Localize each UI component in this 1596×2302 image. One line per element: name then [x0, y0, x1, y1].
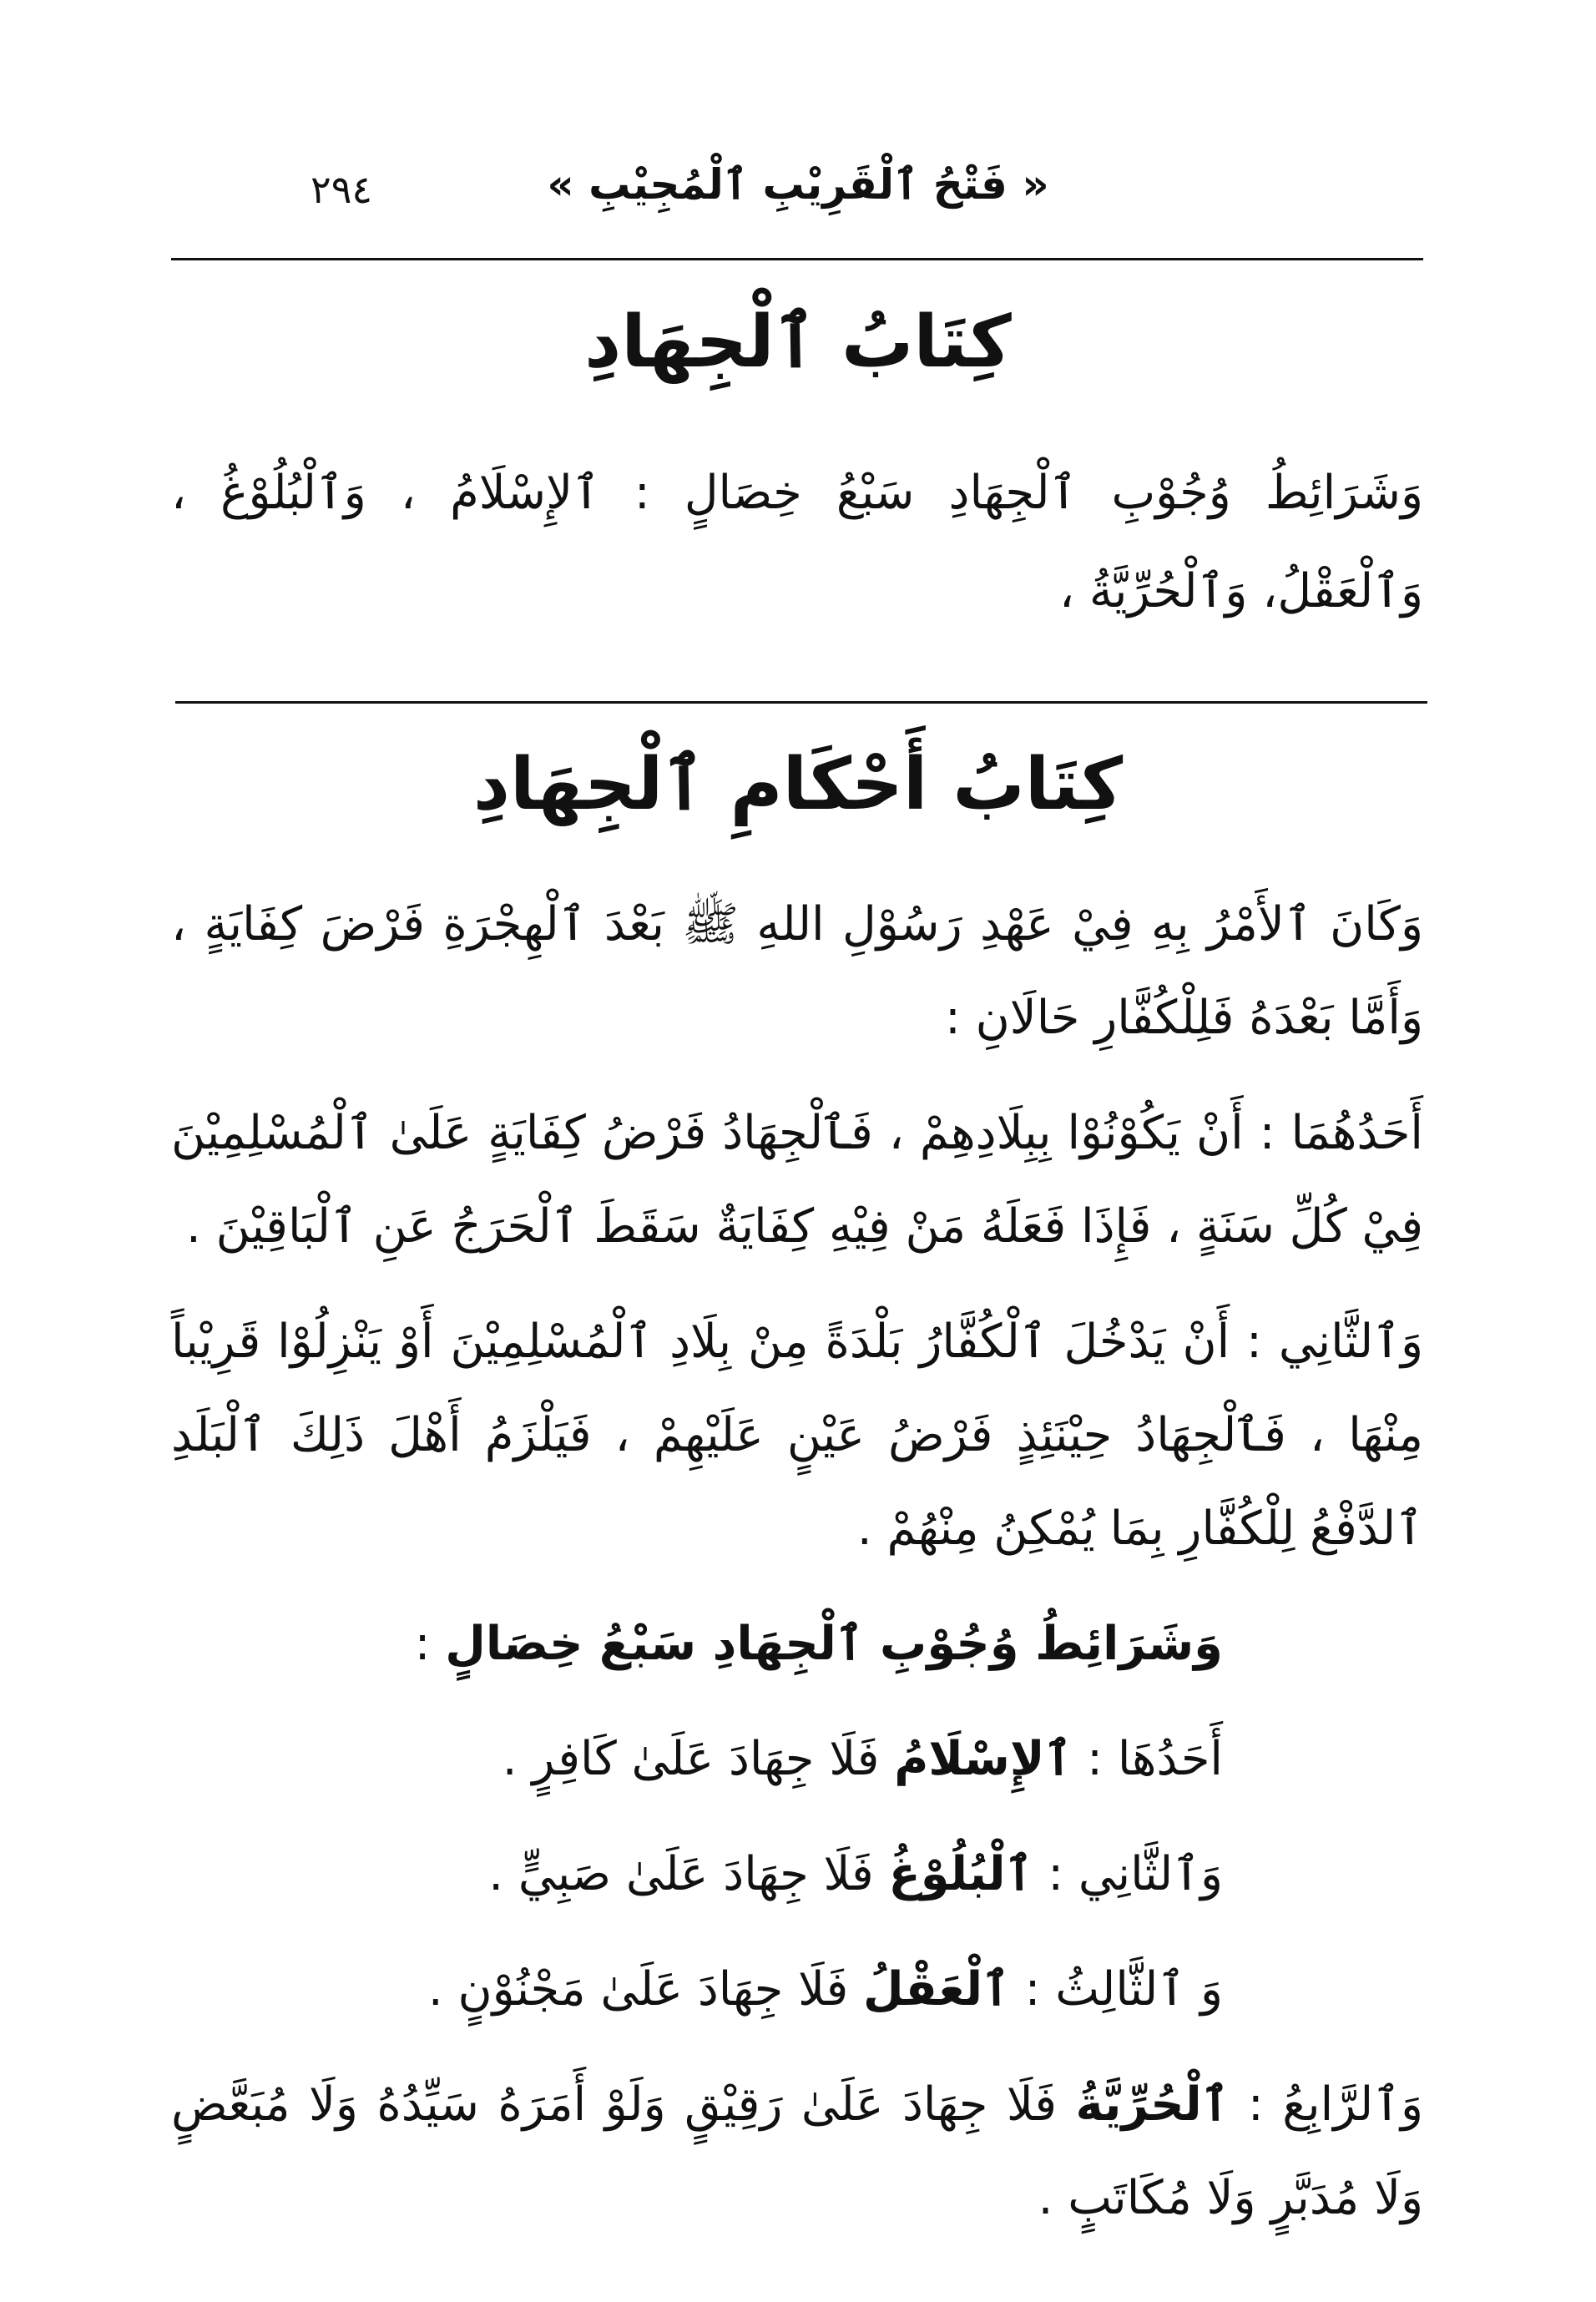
condition-item	[171, 1943, 1423, 2037]
paragraph-first-case: أَحَدُهُمَا : أَنْ يَكُوْنُوْا بِبِلَادِهِمْ ، فَٱلْجِهَادُ فَرْضُ كِفَايَةٍ عَلَىٰ ٱلْمُسْلِمِيْنَ فِيْ كُلِّ سَنَةٍ ، فَإِذَا فَعَلَهُ مَنْ فِيْهِ كِفَايَةٌ سَقَطَ ٱلْحَرَجُ عَنِ ٱلْبَاقِيْنَ .	[171, 1106, 1423, 1254]
condition-text: فَلَا جِهَادَ عَلَىٰ صَبِيٍّ .	[488, 1847, 889, 1901]
conditions-heading	[171, 1598, 1423, 1691]
conditions-heading-text: وَشَرَائِطُ وُجُوْبِ ٱلْجِهَادِ سَبْعُ خِصَالٍ	[445, 1617, 1223, 1671]
condition-text: فَلَا جِهَادَ عَلَىٰ كَافِرٍ .	[502, 1732, 895, 1786]
header-rule	[171, 258, 1423, 260]
chapter-title-jihad: كِتَابُ ٱلْجِهَادِ	[584, 300, 1012, 384]
condition-item	[171, 2058, 1423, 2245]
condition-term: ٱلْحُرِّيَّةُ	[1075, 2077, 1230, 2132]
paragraph-second-case: وَٱلثَّانِي : أَنْ يَدْخُلَ ٱلْكُفَّارُ بَلْدَةً مِنْ بِلَادِ ٱلْمُسْلِمِيْنَ أَوْ يَنْزِلُوْا قَرِيْباً مِنْهَا ، فَٱلْجِهَادُ حِيْنَئِذٍ فَرْضُ عَيْنٍ عَلَيْهِمْ ، فَيَلْزَمُ أَهْلَ ذَلِكَ ٱلْبَلَدِ ٱلدَّفْعُ لِلْكُفَّارِ بِمَا يُمْكِنُ مِنْهُمْ .	[171, 1315, 1423, 1556]
condition-ordinal: أَحَدُهَا :	[1072, 1732, 1223, 1786]
condition-term: ٱلْبُلُوْغُ	[888, 1847, 1033, 1901]
intro-paragraph: وَشَرَائِطُ وُجُوْبِ ٱلْجِهَادِ سَبْعُ خِصَالٍ : ٱلإِسْلَامُ ، وَٱلْبُلُوْغُ ، وَٱلْعَقْلُ، وَٱلْحُرِّيَّةُ ،	[171, 466, 1423, 618]
condition-term: ٱلْعَقْلُ	[863, 1962, 1010, 2017]
condition-item	[171, 1828, 1423, 1921]
condition-ordinal: وَٱلثَّانِي :	[1033, 1847, 1223, 1901]
condition-text: فَلَا جِهَادَ عَلَىٰ رَقِيْقٍ وَلَوْ أَمَرَهُ سَيِّدُهُ وَلَا مُبَعَّضٍ وَلَا مُدَبَّرٍ وَلَا مُكَاتَبٍ .	[171, 2077, 1423, 2225]
running-header: « فَتْحُ ٱلْقَرِيْبِ ٱلْمُجِيْبِ »	[547, 160, 1049, 209]
page-number: ٢٩٤	[311, 167, 373, 212]
condition-item	[171, 1713, 1423, 1806]
paragraph-obligation: وَكَانَ ٱلأَمْرُ بِهِ فِيْ عَهْدِ رَسُوْلِ اللهِ ﷺ بَعْدَ ٱلْهِجْرَةِ فَرْضَ كِفَايَةٍ ، وَأَمَّا بَعْدَهُ فَلِلْكُفَّارِ حَالَانِ :	[171, 897, 1423, 1045]
conditions-heading-colon: :	[414, 1617, 446, 1671]
condition-ordinal: وَ ٱلثَّالِثُ :	[1009, 1962, 1223, 2017]
chapter-title-rulings: كِتَابُ أَحْكَامِ ٱلْجِهَادِ	[472, 743, 1124, 826]
condition-term: ٱلإِسْلَامُ	[894, 1732, 1073, 1786]
condition-text: فَلَا جِهَادَ عَلَىٰ مَجْنُوْنٍ .	[427, 1962, 864, 2017]
condition-ordinal: وَٱلرَّابِعُ :	[1229, 2077, 1424, 2132]
main-text	[171, 878, 1423, 2267]
section-divider-rule	[175, 701, 1427, 704]
